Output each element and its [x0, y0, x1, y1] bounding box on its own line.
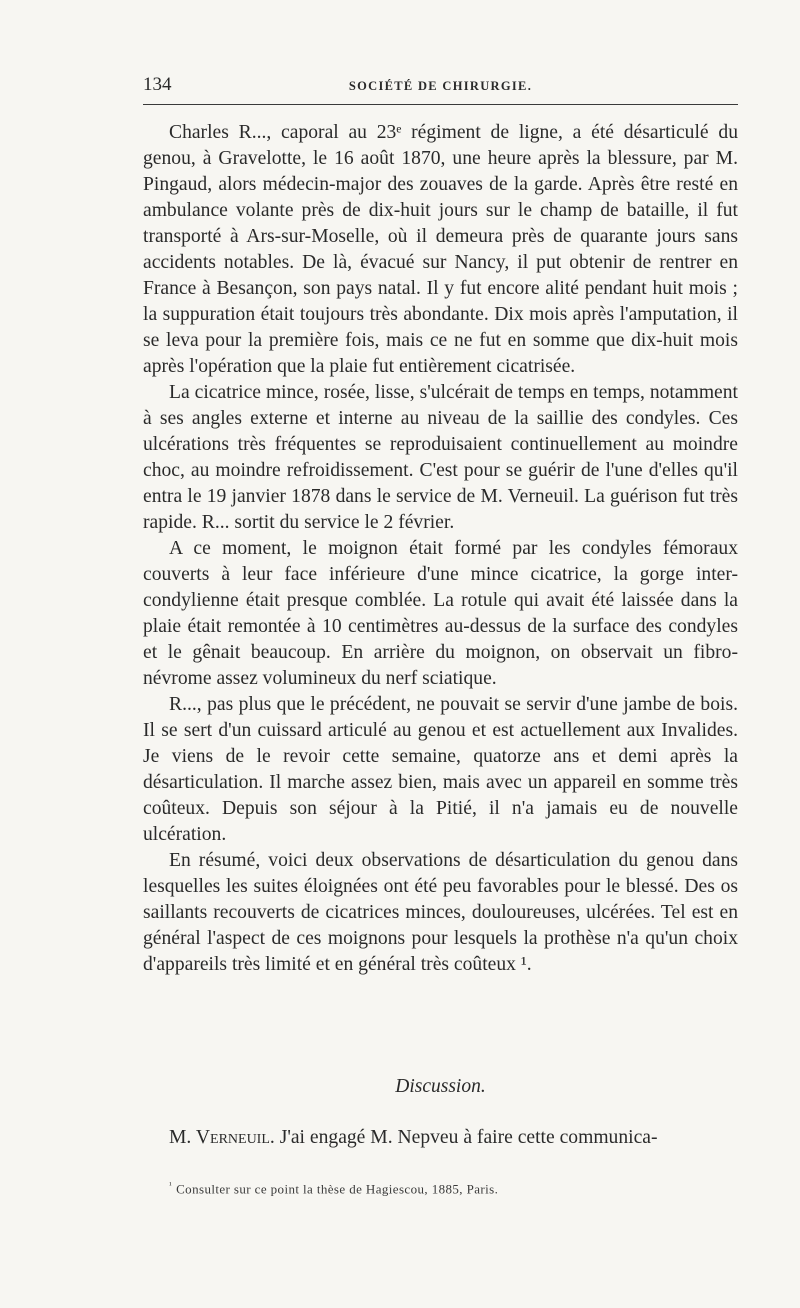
page-number: 134: [143, 74, 172, 95]
discussion-heading: Discussion.: [395, 1076, 486, 1097]
footnote: [169, 1180, 738, 1197]
paragraph-moignon: A ce moment, le moignon était formé par les condyles fémoraux couverts à leur face inférieure d'une mince cicatrice, la gorge inter-condylienne était presque comblée. La rotule qui avait été laissée dans la plaie était remontée à 10 centimètres au-dessus de la surface des condyles et le gênait beaucoup. En arrière du moignon, on observait un fibro-névrome assez volumineux du nerf sciatique.: [143, 538, 738, 689]
footnote-text: Consulter sur ce point la thèse de Hagiescou, 1885, Paris.: [176, 1181, 499, 1197]
header-rule: [143, 104, 738, 105]
speaker-name: M. Verneuil.: [169, 1127, 275, 1148]
speaker-paragraph: [143, 1125, 738, 1151]
footnote-marker: ¹: [169, 1180, 173, 1190]
page-header: [143, 74, 738, 100]
speaker-text: J'ai engagé M. Nepveu à faire cette communica-: [279, 1127, 658, 1148]
paragraph-case-history: Charles R..., caporal au 23ᵉ régiment de ligne, a été désarticulé du genou, à Gravelotte, le 16 août 1870, une heure après la blessure, par M. Pingaud, alors médecin-major des zouaves de la garde. Après être resté en ambulance volante près de dix-huit jours sur le champ de bataille, il fut transporté à Ars-sur-Moselle, où il demeura près de quarante jours sans accidents notables. De là, évacué sur Nancy, il put obtenir de rentrer en France à Besançon, son pays natal. Il y fut encore alité pendant huit mois ; la suppuration était toujours très abondante. Dix mois après l'amputation, il se leva pour la première fois, mais ce ne fut en somme que dix-huit mois après l'opération que la plaie fut entièrement cicatrisée.: [143, 122, 738, 377]
paragraph-resume: En résumé, voici deux observations de désarticulation du genou dans lesquelles les suites éloignées ont été peu favorables pour le blessé. Des os saillants recouverts de cicatrices minces, douloureuses, ulcérées. Tel est en général l'aspect de ces moignons pour lesquels la prothèse n'a qu'un choix d'appareils très limité et en général très coûteux ¹.: [143, 850, 738, 975]
paragraph-prothese: R..., pas plus que le précédent, ne pouvait se servir d'une jambe de bois. Il se sert d'un cuissard articulé au genou et est actuellement aux Invalides. Je viens de le revoir cette semaine, quatorze ans et demi après la désarticulation. Il marche assez bien, mais avec un appareil en somme très coûteux. Depuis son séjour à la Pitié, il n'a jamais eu de nouvelle ulcération.: [143, 694, 738, 845]
paragraph-cicatrice: La cicatrice mince, rosée, lisse, s'ulcérait de temps en temps, notamment à ses angles externe et interne au niveau de la saillie des condyles. Ces ulcérations très fréquentes se reproduisaient continuellement au moindre choc, au moindre refroidissement. C'est pour se guérir de l'une d'elles qu'il entra le 19 janvier 1878 dans le service de M. Verneuil. La guérison fut très rapide. R... sortit du service le 2 février.: [143, 382, 738, 533]
running-head: SOCIÉTÉ DE CHIRURGIE.: [348, 79, 533, 93]
body-text: [143, 120, 738, 978]
